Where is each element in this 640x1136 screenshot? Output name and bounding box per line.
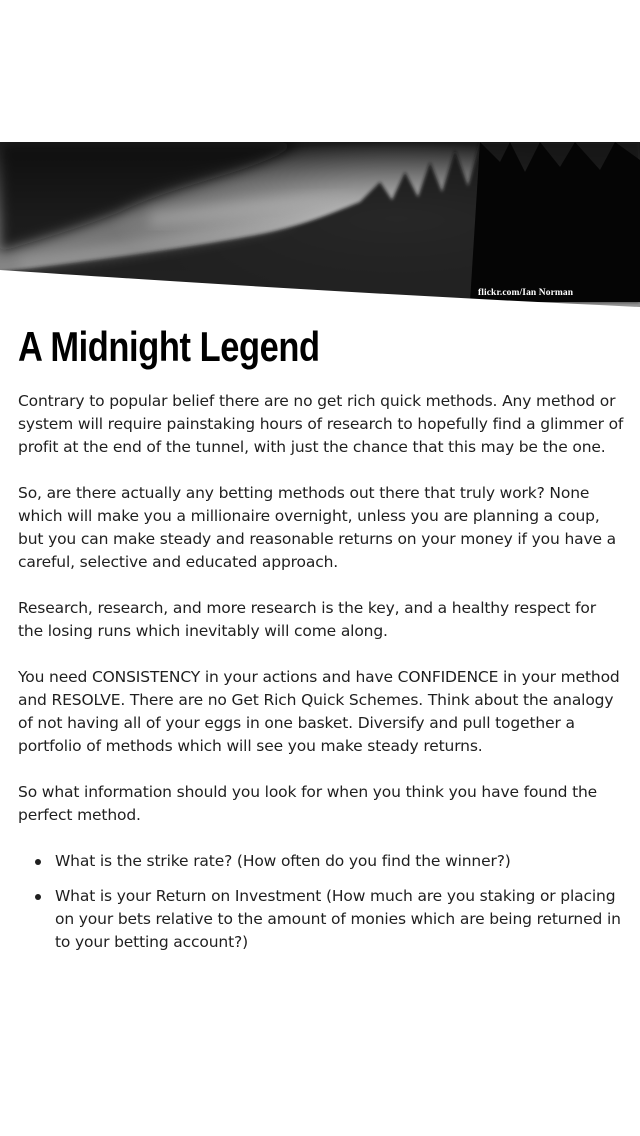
paragraph: Research, research, and more research is the key, and a healthy respect for the losing runs which inevitably will come along. xyxy=(18,599,596,640)
misty-forest-photo xyxy=(0,142,640,312)
bullet-icon xyxy=(35,894,41,900)
bullet-icon xyxy=(35,859,41,865)
hero-image xyxy=(0,142,640,312)
list-item xyxy=(18,850,624,873)
paragraph: So what information should you look for when you think you have found the perfect method. xyxy=(18,783,598,824)
paragraph: Contrary to popular belief there are no get rich quick methods. Any method or system will require painstaking hours of research to hopefully find a glimmer of profit at the end of the tunnel, with just the chance that this may be the one. xyxy=(18,392,624,456)
list-item xyxy=(18,885,624,954)
paragraph: So, are there actually any betting methods out there that truly work? None which will make you a millionaire overnight, unless you are planning a coup, but you can make steady and reasonable returns on your money if you have a careful, selective and educated approach. xyxy=(18,484,617,571)
list-item-text: What is your Return on Investment (How much are you staking or placing on your bets relative to the amount of monies which are being returned in to your betting account?) xyxy=(55,887,621,951)
paragraph: You need CONSISTENCY in your actions and have CONFIDENCE in your method and RESOLVE. There are no Get Rich Quick Schemes. Think about the analogy of not having all of your eggs in one basket. Diversify and pull together a portfolio of methods which will see you make steady returns. xyxy=(18,668,620,755)
article-body xyxy=(18,390,624,966)
photo-credit: flickr.com/Ian Norman xyxy=(478,288,574,298)
article-title: A Midnight Legend xyxy=(18,323,320,370)
list-item-text: What is the strike rate? (How often do you find the winner?) xyxy=(55,852,511,870)
bullet-list xyxy=(18,850,624,954)
